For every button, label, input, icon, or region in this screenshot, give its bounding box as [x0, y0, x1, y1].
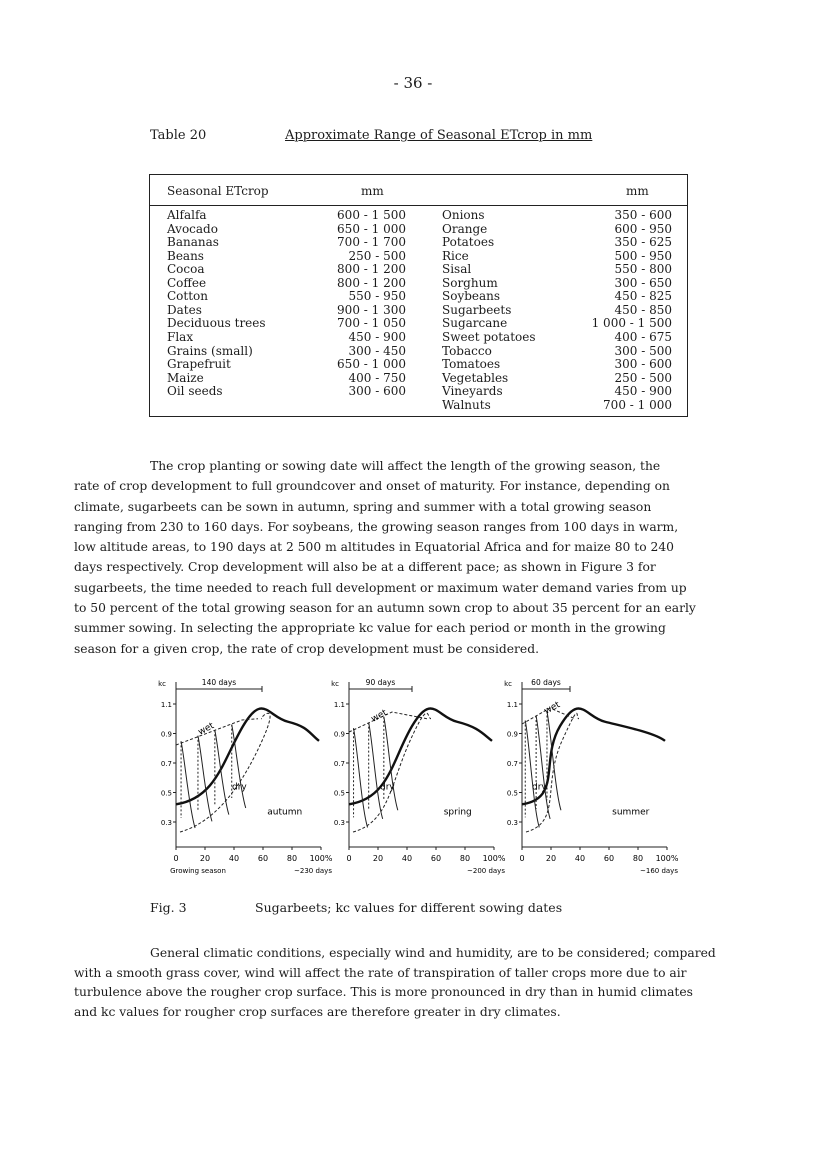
- season-label: summer: [612, 807, 650, 818]
- table-row: [150, 290, 687, 304]
- etcrop-range: 350 - 625: [614, 235, 672, 250]
- text-line: and kc values for rougher crop surfaces are therefore greater in dry climates.: [74, 1004, 561, 1019]
- kc-curve-main: [176, 708, 319, 804]
- text-line: General climatic conditions, especially wind and humidity, are to be considered; compared: [150, 946, 716, 960]
- crop-name: Grapefruit: [167, 357, 231, 372]
- x-tick-label: 100%: [655, 854, 679, 863]
- crop-name: Alfalfa: [167, 208, 207, 222]
- table-row: [150, 331, 687, 345]
- table-row: [150, 399, 687, 413]
- crop-name: Potatoes: [442, 235, 495, 250]
- crop-name: Oil seeds: [167, 384, 223, 399]
- text-line: to 50 percent of the total growing season for an autumn sown crop to about 35 percent for an early: [74, 601, 696, 616]
- etcrop-range: 450 - 900: [614, 384, 672, 399]
- etcrop-table: [149, 174, 688, 417]
- etcrop-range: 900 - 1 300: [337, 302, 406, 317]
- table-row: [150, 317, 687, 331]
- development-label: 140 days: [201, 678, 237, 687]
- y-tick-label: 1.1: [333, 701, 345, 709]
- table-header-mm-right: mm: [626, 184, 649, 198]
- table-row: [150, 236, 687, 250]
- dry-label: dry: [232, 782, 247, 793]
- table-row: [150, 209, 687, 223]
- etcrop-range: 800 - 1 200: [337, 275, 406, 290]
- table-row: [150, 250, 687, 264]
- irrigation-cycle-line: [536, 716, 550, 819]
- irrigation-cycle-line: [525, 721, 539, 828]
- x-tick-label: 20: [199, 854, 211, 863]
- text-line: sugarbeets, the time needed to reach full development or maximum water demand varies from up: [74, 580, 687, 595]
- x-tick-label: 0: [173, 854, 179, 863]
- text-line: season for a given crop, the rate of crop development must be considered.: [74, 641, 539, 656]
- page-number: - 36 -: [393, 74, 433, 92]
- crop-name: Vegetables: [442, 370, 509, 385]
- etcrop-range: 300 - 650: [614, 275, 672, 290]
- irrigation-cycle-line: [369, 723, 383, 819]
- crop-name: Tomatoes: [442, 357, 501, 372]
- table-title: Approximate Range of Seasonal ETcrop in mm: [285, 128, 593, 143]
- y-tick-label: 0.9: [333, 730, 345, 739]
- y-tick-label: 0.9: [506, 730, 518, 739]
- etcrop-range: 400 - 675: [614, 329, 672, 344]
- etcrop-range: 250 - 500: [348, 248, 406, 263]
- y-tick-label: 0.7: [333, 760, 345, 768]
- irrigation-cycle-line: [215, 730, 229, 814]
- crop-name: Dates: [167, 302, 202, 317]
- etcrop-range: 650 - 1 000: [337, 357, 406, 372]
- etcrop-range: 650 - 1 000: [337, 221, 406, 236]
- figure-kc-curves: [150, 672, 690, 887]
- crop-name: Bananas: [167, 235, 219, 250]
- wet-label: wet: [542, 700, 562, 717]
- crop-name: Sisal: [442, 262, 472, 277]
- y-axis-label: kc: [331, 680, 339, 688]
- text-line: days respectively. Crop development will also be at a different pace; as shown in Figure 3 for: [74, 560, 656, 575]
- total-season-label: ~160 days: [640, 867, 678, 875]
- irrigation-cycle-line: [354, 728, 368, 827]
- etcrop-range: 550 - 800: [614, 262, 672, 277]
- x-tick-label: 40: [401, 854, 413, 863]
- y-tick-label: 0.7: [506, 760, 518, 768]
- table-row: [150, 385, 687, 399]
- text-line: ranging from 230 to 160 days. For soybeans, the growing season ranges from 100 days in warm,: [74, 519, 679, 534]
- crop-name: Sugarcane: [442, 316, 508, 331]
- crop-name: Sweet potatoes: [442, 329, 536, 344]
- irrigation-cycle-line: [232, 725, 246, 808]
- crop-name: Rice: [442, 248, 469, 263]
- y-tick-label: 0.3: [333, 819, 345, 827]
- y-tick-label: 0.5: [333, 789, 345, 798]
- y-tick-label: 0.5: [506, 789, 518, 798]
- dry-label: dry: [380, 782, 395, 793]
- crop-name: Flax: [167, 329, 194, 344]
- irrigation-cycle-line: [181, 741, 195, 828]
- y-tick-label: 0.9: [160, 730, 172, 739]
- text-line: rate of crop development to full groundcover and onset of maturity. For instance, depending on: [74, 479, 670, 494]
- season-label: autumn: [267, 807, 303, 818]
- wet-label: wet: [369, 708, 389, 725]
- text-line: summer sowing. In selecting the appropriate kc value for each period or month in the growing: [74, 621, 666, 636]
- kc-curve-dry: [526, 713, 579, 832]
- text-line: low altitude areas, to 190 days at 2 500 m altitudes in Equatorial Africa and for maize 80 to 240: [74, 540, 674, 555]
- text-line: with a smooth grass cover, wind will affect the rate of transpiration of taller crops more due to air: [74, 965, 687, 980]
- etcrop-range: 300 - 600: [614, 357, 672, 372]
- table-row: [150, 223, 687, 237]
- etcrop-range: 300 - 500: [614, 343, 672, 358]
- y-axis-label: kc: [504, 680, 512, 688]
- x-tick-label: 40: [228, 854, 240, 863]
- etcrop-range: 300 - 450: [348, 343, 406, 358]
- etcrop-range: 500 - 950: [614, 248, 672, 263]
- table-header-divider: [150, 205, 687, 206]
- x-tick-label: 40: [574, 854, 586, 863]
- wet-label: wet: [196, 721, 216, 738]
- x-tick-label: 60: [430, 854, 442, 863]
- dry-label: dry: [532, 782, 547, 793]
- etcrop-range: 700 - 1 000: [603, 397, 672, 412]
- etcrop-range: 250 - 500: [614, 370, 672, 385]
- table-row: [150, 345, 687, 359]
- x-tick-label: 80: [286, 854, 298, 863]
- etcrop-range: 600 - 950: [614, 221, 672, 236]
- etcrop-range: 700 - 1 700: [337, 235, 406, 250]
- table-row: [150, 304, 687, 318]
- crop-name: Soybeans: [442, 289, 501, 304]
- kc-curve-dry: [180, 713, 270, 832]
- y-tick-label: 0.7: [160, 760, 172, 768]
- table-row: [150, 277, 687, 291]
- text-line: The crop planting or sowing date will affect the length of the growing season, the: [150, 459, 661, 473]
- x-tick-label: 60: [603, 854, 615, 863]
- text-line: climate, sugarbeets can be sown in autumn, spring and summer with a total growing season: [74, 499, 652, 514]
- crop-name: Avocado: [167, 221, 218, 236]
- kc-curve-main: [349, 708, 492, 804]
- x-axis-label: Growing season: [170, 867, 226, 875]
- paragraph-planting-date: [74, 456, 746, 659]
- etcrop-range: 1 000 - 1 500: [591, 316, 672, 331]
- kc-curves-chart: [150, 672, 690, 887]
- crop-name: Maize: [167, 370, 204, 385]
- crop-name: Sorghum: [442, 275, 498, 290]
- paragraph-climatic-conditions: [74, 944, 784, 1022]
- etcrop-range: 400 - 750: [348, 370, 406, 385]
- table-header-mm-left: mm: [361, 184, 384, 198]
- crop-name: Cocoa: [167, 262, 205, 277]
- etcrop-range: 450 - 825: [614, 289, 672, 304]
- crop-name: Vineyards: [442, 384, 503, 399]
- x-tick-label: 20: [545, 854, 557, 863]
- crop-name: Tobacco: [442, 343, 492, 358]
- etcrop-range: 450 - 900: [348, 329, 406, 344]
- etcrop-range: 300 - 600: [348, 384, 406, 399]
- crop-name: Coffee: [167, 275, 207, 290]
- table-row: [150, 372, 687, 386]
- figure-caption: Sugarbeets; kc values for different sowing dates: [255, 900, 563, 915]
- crop-name: Cotton: [167, 289, 209, 304]
- y-tick-label: 0.3: [160, 819, 172, 827]
- x-tick-label: 100%: [309, 854, 333, 863]
- figure-label: Fig. 3: [150, 900, 187, 915]
- table-header-crop: Seasonal ETcrop: [167, 184, 269, 198]
- total-season-label: ~230 days: [294, 867, 332, 875]
- x-tick-label: 100%: [482, 854, 506, 863]
- x-tick-label: 80: [459, 854, 471, 863]
- x-tick-label: 80: [632, 854, 644, 863]
- crop-name: Beans: [167, 248, 204, 263]
- crop-name: Grains (small): [167, 343, 253, 358]
- etcrop-range: 800 - 1 200: [337, 262, 406, 277]
- total-season-label: ~200 days: [467, 867, 505, 875]
- y-tick-label: 1.1: [506, 701, 518, 709]
- irrigation-cycle-line: [198, 736, 212, 822]
- development-label: 90 days: [365, 678, 396, 687]
- crop-name: Onions: [442, 208, 485, 222]
- x-tick-label: 60: [257, 854, 269, 863]
- y-tick-label: 0.5: [160, 789, 172, 798]
- x-tick-label: 20: [372, 854, 384, 863]
- etcrop-range: 550 - 950: [348, 289, 406, 304]
- y-tick-label: 0.3: [506, 819, 518, 827]
- x-tick-label: 0: [519, 854, 525, 863]
- y-tick-label: 1.1: [160, 701, 172, 709]
- crop-name: Sugarbeets: [442, 302, 512, 317]
- etcrop-range: 450 - 850: [614, 302, 672, 317]
- irrigation-cycle-line: [384, 717, 398, 810]
- etcrop-range: 600 - 1 500: [337, 208, 406, 222]
- table-label: Table 20: [150, 128, 207, 143]
- crop-name: Orange: [442, 221, 488, 236]
- table-row: [150, 358, 687, 372]
- crop-name: Walnuts: [442, 397, 491, 412]
- y-axis-label: kc: [158, 680, 166, 688]
- text-line: turbulence above the rougher crop surface. This is more pronounced in dry than in humid climates: [74, 985, 693, 999]
- season-label: spring: [443, 807, 472, 818]
- x-tick-label: 0: [346, 854, 352, 863]
- development-label: 60 days: [531, 678, 561, 687]
- table-row: [150, 263, 687, 277]
- etcrop-range: 700 - 1 050: [337, 316, 406, 331]
- etcrop-range: 350 - 600: [614, 208, 672, 222]
- crop-name: Deciduous trees: [167, 316, 266, 331]
